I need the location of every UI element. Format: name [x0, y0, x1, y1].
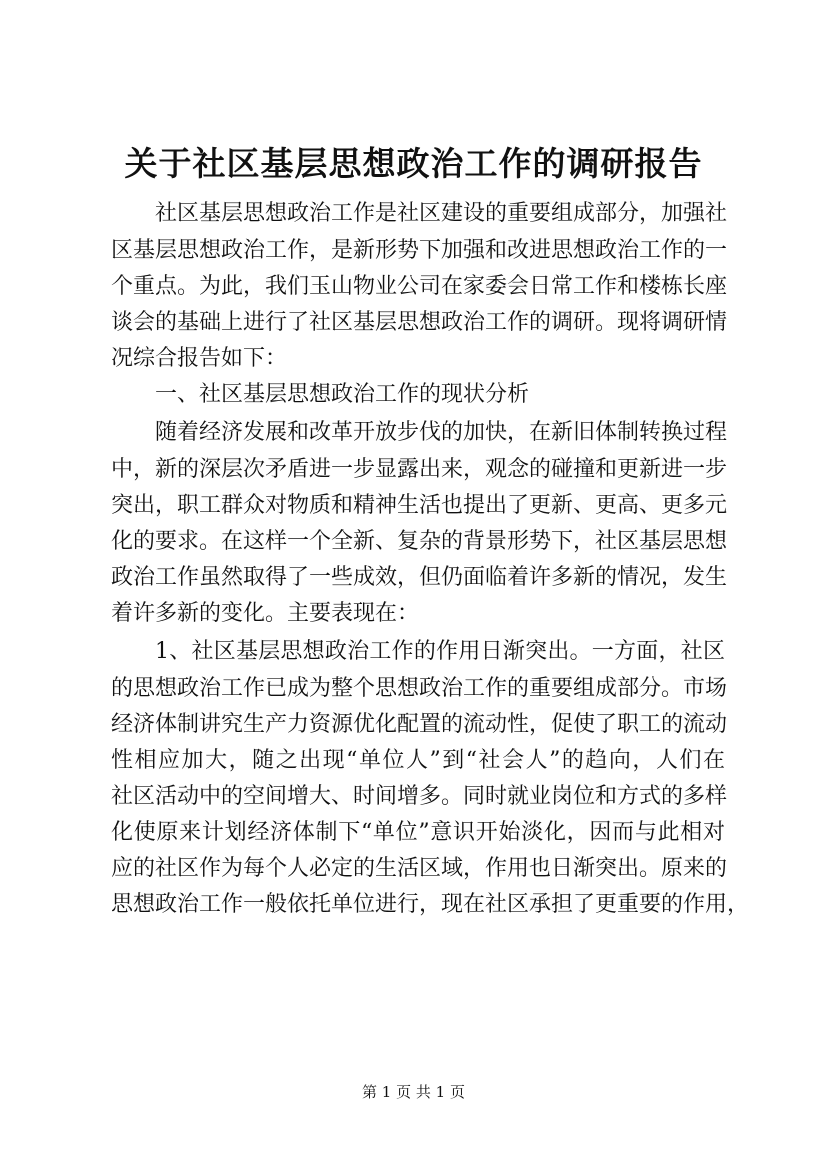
body-line-2: 区基层思想政治工作，是新形势下加强和改进思想政治工作的一: [111, 238, 728, 263]
body-line-15: 经济体制讲究生产力资源优化配置的流动性，促使了职工的流动: [111, 712, 728, 737]
body-line-8: 中，新的深层次矛盾进一步显露出来，观念的碰撞和更新进一步: [111, 457, 728, 482]
body-line-18: 化使原来计划经济体制下“单位”意识开始淡化，因而与此相对: [111, 820, 725, 845]
body-line-10: 化的要求。在这样一个全新、复杂的背景形势下，社区基层思想: [111, 529, 728, 554]
body-line-1: 社区基层思想政治工作是社区建设的重要组成部分，加强社: [155, 201, 728, 226]
body-line-5: 况综合报告如下：: [111, 346, 288, 371]
body-line-3: 个重点。为此，我们玉山物业公司在家委会日常工作和楼栋长座: [111, 274, 728, 299]
body-line-14: 的思想政治工作已成为整个思想政治工作的重要组成部分。市场: [111, 676, 728, 701]
body-line-11: 政治工作虽然取得了一些成效，但仍面临着许多新的情况，发生: [111, 565, 728, 590]
body-line-7: 随着经济发展和改革开放步伐的加快，在新旧体制转换过程: [155, 420, 728, 445]
body-line-9: 突出，职工群众对物质和精神生活也提出了更新、更高、更多元: [111, 493, 728, 518]
body-line-12: 着许多新的变化。主要表现在：: [111, 601, 420, 626]
section-heading: 一、社区基层思想政治工作的现状分析: [155, 382, 530, 407]
document-title: 关于社区基层思想政治工作的调研报告: [124, 144, 703, 183]
body-line-16: 性相应加大，随之出现“单位人”到“社会人”的趋向，人们在: [111, 748, 725, 773]
body-line-13: 1、社区基层思想政治工作的作用日渐突出。一方面，社区: [155, 639, 725, 664]
body-line-19: 应的社区作为每个人必定的生活区域，作用也日渐突出。原来的: [111, 856, 728, 881]
page-footer: 第 1 页 共 1 页: [362, 1083, 465, 1101]
body-line-20: 思想政治工作一般依托单位进行，现在社区承担了更重要的作用，: [111, 892, 750, 917]
body-line-4: 谈会的基础上进行了社区基层思想政治工作的调研。现将调研情: [111, 310, 728, 335]
body-line-17: 社区活动中的空间增大、时间增多。同时就业岗位和方式的多样: [111, 784, 728, 809]
